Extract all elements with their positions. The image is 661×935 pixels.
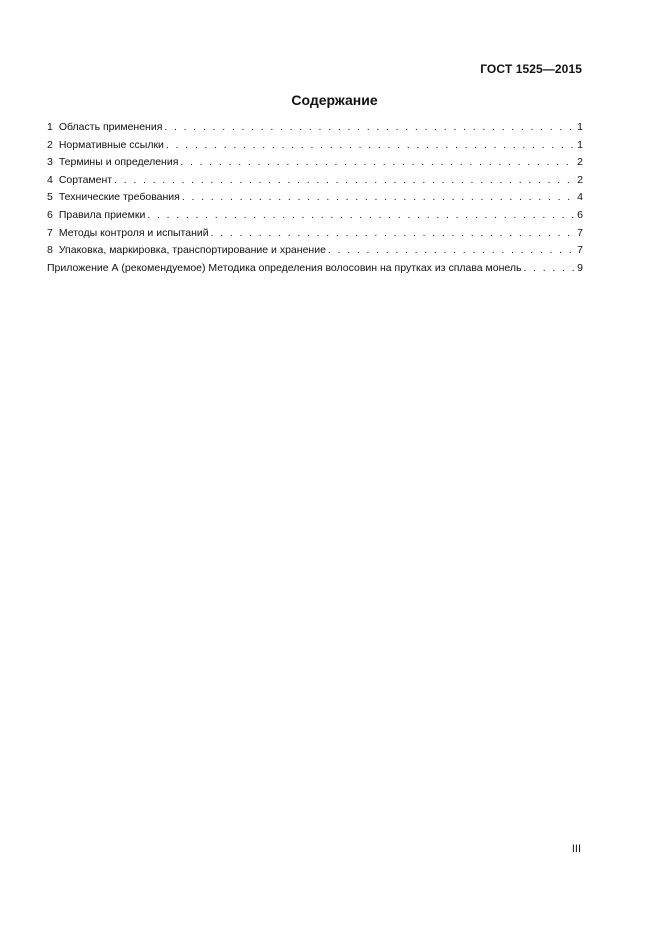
toc-entry[interactable] [47, 137, 583, 155]
toc-entry-number: 3 [47, 156, 53, 169]
toc-leader-dots [147, 207, 576, 225]
toc-entry-number: 2 [47, 138, 53, 151]
toc-entry-number: 4 [47, 173, 53, 186]
toc-entry-text: Приложение А (рекомендуемое) Методика определения волосовин на прутках из сплава монель [47, 261, 522, 274]
toc-entry[interactable] [47, 189, 583, 207]
toc-entry[interactable] [47, 225, 583, 243]
toc-leader-dots [182, 189, 576, 207]
toc-entry-page: 7 [577, 244, 583, 257]
toc-entry-page: 2 [577, 156, 583, 169]
table-of-contents [47, 119, 583, 277]
toc-entry-page: 9 [577, 261, 583, 274]
toc-leader-dots [180, 154, 576, 172]
toc-entry-text: Технические требования [58, 191, 180, 204]
toc-entry-number: 7 [47, 226, 53, 239]
toc-title: Содержание [291, 92, 378, 108]
toc-leader-dots [328, 242, 576, 260]
toc-entry[interactable] [47, 119, 583, 137]
toc-entry-appendix[interactable] [47, 260, 583, 278]
toc-leader-dots [211, 225, 577, 243]
toc-entry-page: 6 [577, 208, 583, 221]
toc-entry[interactable] [47, 172, 583, 190]
toc-leader-dots [524, 260, 577, 278]
toc-entry[interactable] [47, 207, 583, 225]
toc-entry-page: 1 [577, 121, 583, 133]
toc-entry-text: Термины и определения [58, 156, 179, 169]
toc-entry[interactable] [47, 242, 583, 260]
toc-entry-number: 6 [47, 208, 53, 221]
document-code: ГОСТ 1525—2015 [480, 62, 582, 76]
toc-entry-number: 8 [47, 244, 53, 257]
toc-entry-text: Правила приемки [58, 208, 146, 221]
toc-leader-dots [114, 172, 576, 190]
page-number: III [571, 843, 581, 855]
toc-entry-page: 1 [577, 138, 583, 151]
toc-entry-number: 1 [47, 121, 53, 133]
toc-entry-text: Нормативные ссылки [58, 138, 164, 151]
toc-leader-dots [166, 137, 576, 155]
toc-entry-text: Область применения [58, 121, 163, 133]
toc-entry[interactable] [47, 154, 583, 172]
toc-entry-page: 4 [577, 191, 583, 204]
toc-entry-page: 7 [577, 226, 583, 239]
toc-entry-page: 2 [577, 173, 583, 186]
toc-entry-number: 5 [47, 191, 53, 204]
toc-leader-dots [164, 119, 576, 137]
toc-entry-text: Упаковка, маркировка, транспортирование и хранение [58, 244, 326, 257]
toc-entry-text: Методы контроля и испытаний [58, 226, 209, 239]
toc-entry-text: Сортамент [58, 173, 113, 186]
